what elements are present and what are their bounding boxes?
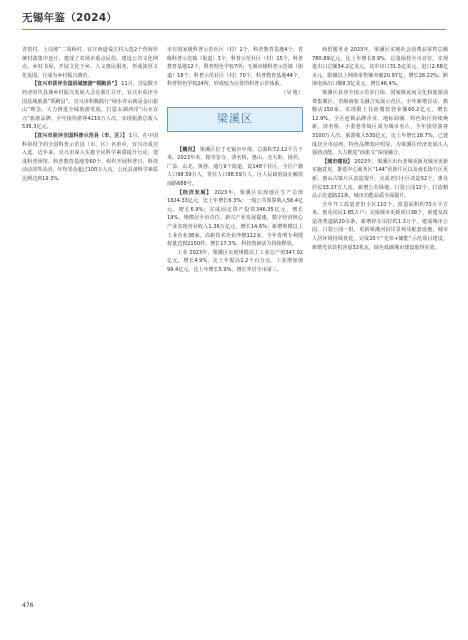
column-middle — [167, 46, 303, 274]
paragraph — [167, 146, 303, 189]
section-heading: 【经济发展】 — [177, 189, 213, 196]
paragraph — [22, 46, 158, 80]
section-heading: 【城市建设】 — [322, 158, 353, 165]
paragraph — [167, 249, 303, 275]
paragraph-text: 2023年，梁溪区出台老城更新及城市更新实施意见，推进中心商务区“144”更新片区以及南长街片区更新、惠山古镇片区改造提升，完成老旧小区改造52个，惠及居民33.27万人次。新增公共绿地、口袋公园12个，打造精品示范道路21条，城市功能品质全面提升。 — [312, 158, 449, 200]
paragraph-text: 商贸服务业 2023年，梁溪区实现社会消费品零售总额780.89亿元，比上年增长8.9%，总量保持全市首位。实现进出口总额34.2亿美元，其中出口31.5亿美元，进口2.68亿美元。限额以上网络零售额突破20.97亿，增长28.22%；跨境电商出口额8.3亿美元，增长46.4%。 — [312, 47, 448, 88]
column-right — [312, 46, 448, 252]
paragraph-text: 2023年，梁溪区实现地区生产总值1624.33亿元，比上年增长6.3%；一般公共预算收入58.4亿元，增长6.9%；完成固定资产投资346.35亿元，增长19%，规模居全市首位。新兴产业发展提速，数字经济核心产业实现营业收入1.36万亿元，增长14.6%；新增规模以上工业企业38家，高新技术企业净增112家。全年发明专利授权量达到2150件，增长17.3%，科技创新活力持续释放。 — [167, 189, 303, 248]
section-banner — [167, 107, 303, 132]
section-heading: 【宜兴市获评全国县域旅游“领跑县”】 — [32, 81, 120, 88]
paragraph-text: 1月，在中国科协授予的全国科普示范县（市、区）名单中，宜兴市成功入选。近年来，宜兴市深入实施全民科学素质提升行动，建成科普场馆、科普教育基地等60个，组织开展科普日、科技活动周等活动，年均受众超过100万人次，公民具备科学素质比例达到19.3%。 — [22, 132, 158, 182]
paragraph-text: 11月，首届数字经济时代县域乡村振兴发展大会在浙江召开，宜兴市获评全国县域旅游“领跑县”。宜兴市积极践行“绿水青山就是金山银山”理念，大力推进全域旅游发展，打造太湖西岸“山水宜兴”旅游品牌。全年接待游客4210万人次，实现旅游总收入536.3亿元。 — [22, 81, 158, 131]
paragraph — [312, 201, 448, 253]
paragraph — [312, 46, 448, 89]
paragraph-text: 市有国家级科普示范社区（村）2个，科普教育基地4个；省级科普示范镇（街道）3个，科普示范社区（村）15个，科普教育基地12个，科普特色学校7所；无锡市级科普示范镇（街道）18个，科普示范社区（村）70个，科普教育基地44个，科普特色学校24所，形成较为完善的科普示范体系。 — [167, 47, 303, 88]
paragraph-text: 梁溪区位于无锡市中部，总面积72.12平方千米。2023年末，辖崇安寺、清名桥、惠山、北大街、扬名、广益、山北、黄巷、通江9个街道，设148个社区。全区户籍人口98.59万人，常住人口98.59万人。区人民政府设在解放南路688号。 — [167, 146, 303, 187]
page-header — [22, 10, 446, 25]
author-signature: （吴 枪） — [281, 89, 303, 96]
paragraph — [167, 189, 303, 249]
column-left — [22, 46, 158, 184]
paragraph — [22, 132, 158, 184]
paragraph-text: 梁溪区获评全国示范步行街、国家级夜间文化和旅游消费集聚区、省级商旅文融合发展示范区，全年新增首店、旗舰店150家，实现限上住宿餐饮营业额60.2亿元，增长12.9%。全区连锁品牌企业、地标商圈、特色街区持续焕新，清名桥、小娄巷等街区成为城市名片，全年接待游客3100万人次，旅游收入530亿元，比上年增长18.7%，已建成居全市前列，特色品牌效应明显，为梁溪区经济发展注入强劲动能，大力推进“商旅文”深度融合。 — [312, 89, 448, 157]
paragraph — [312, 89, 448, 158]
paragraph-text: 青馆村、上岗坡“二胡桥村、宜庄西道爱庄村入选2个营海传统村落集中连片，建成了农场市重点民俗、建设公共文化网点、乡村书屋，开展文化下乡、人文惠民服务，形成浓厚文化氛围，行成为乡村振兴典范。 — [22, 47, 158, 79]
section-banner-title: 梁溪区 — [217, 111, 253, 125]
paragraph — [167, 46, 303, 89]
section-heading: 【宜兴市获评全国科普示范县（市、区）】 — [32, 132, 128, 139]
header-rule — [22, 29, 446, 30]
paragraph — [312, 158, 448, 201]
paragraph — [22, 80, 158, 132]
page-number: 476 — [22, 602, 34, 609]
paragraph-text: 全年开工改造老旧小区110个，改造面积约70万平方米，惠及居民1.85万户；完成城市更新项目38个，新建及改造各类道路20余条，新增停车泊位约1.3万个，建成城市公园、口袋公园一批，更新梁溪河沿岸景观及配套设施，城市人居环境持续优化。完成20个“光伏+储能”示范项目建设，新增光伏装机容量32兆瓦，绿色低碳城市建设取得实效。 — [312, 201, 448, 251]
yearbook-title: 无锡年鉴（2024） — [22, 12, 118, 24]
section-heading: 【概况】 — [177, 146, 198, 153]
paragraph-text: 工业 2023年，梁溪区实现规模以上工业总产值347.02亿元，增长4.9%，比上年提高1.2个百分点。工业增加值99.4亿元，比上年增长5.9%，增长率居全市第三。 — [167, 249, 303, 273]
